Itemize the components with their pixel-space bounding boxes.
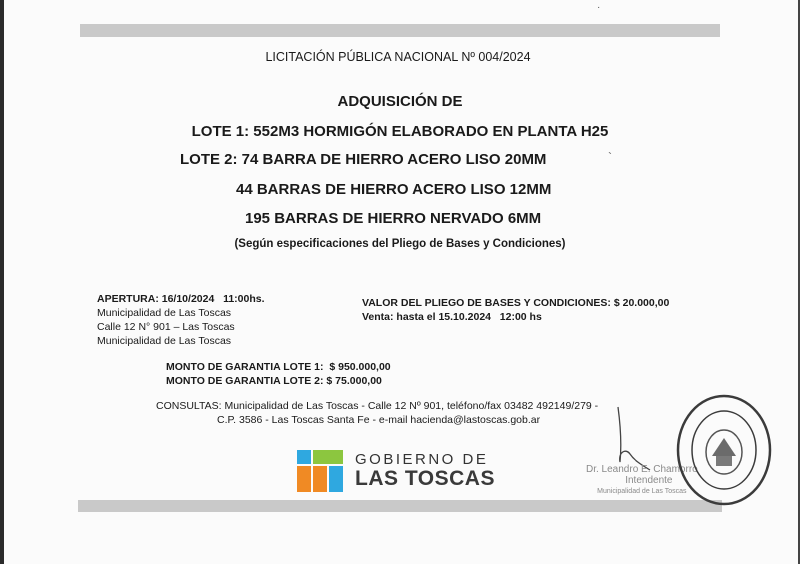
gobierno-logo-icon <box>297 450 343 492</box>
spec-note: (Según especificaciones del Pliego de Bases y Condiciones) <box>234 238 566 250</box>
apertura-line-2: Calle 12 N° 901 – Las Toscas <box>97 321 235 333</box>
apertura-date: APERTURA: 16/10/2024 <box>97 293 215 305</box>
title-line-1: ADQUISICIÓN DE <box>337 93 463 110</box>
logo-text-las-toscas: LAS TOSCAS <box>355 467 495 490</box>
valor-pliego: VALOR DEL PLIEGO DE BASES Y CONDICIONES: $ 20.000,00 <box>362 297 670 309</box>
scan-mark: ` <box>608 150 612 164</box>
apertura-line-1: Municipalidad de Las Toscas <box>97 307 232 319</box>
header-gray-bar <box>80 24 720 37</box>
title-line-5: 195 BARRAS DE HIERRO NERVADO 6MM <box>245 210 542 227</box>
signature-name: Dr. Leandro E. Chamorro <box>586 464 698 475</box>
garantia-lote-2: MONTO DE GARANTIA LOTE 2: $ 75.000,00 <box>166 375 382 387</box>
title-line-2: LOTE 1: 552M3 HORMIGÓN ELABORADO EN PLANTA H25 <box>191 123 609 140</box>
licitacion-number: LICITACIÓN PÚBLICA NACIONAL Nº 004/2024 <box>265 50 531 64</box>
apertura-time: 11:00hs. <box>223 293 265 305</box>
garantia-block <box>166 360 391 388</box>
signature-role: Intendente <box>625 475 673 486</box>
footer-gray-bar <box>78 500 722 512</box>
consultas-line-2: C.P. 3586 - Las Toscas Santa Fe - e-mail hacienda@lastoscas.gob.ar <box>217 414 541 426</box>
title-line-3: LOTE 2: 74 BARRA DE HIERRO ACERO LISO 20MM <box>180 151 547 168</box>
scan-edge-left <box>0 0 4 564</box>
venta-date: Venta: hasta el 15.10.2024 <box>362 311 491 323</box>
valor-block <box>362 296 669 324</box>
apertura-block <box>97 292 265 348</box>
garantia-lote-1-value: $ 950.000,00 <box>329 361 391 373</box>
municipal-seal-icon <box>676 394 772 506</box>
consultas-line-1: CONSULTAS: Municipalidad de Las Toscas - Calle 12 Nº 901, teléfono/fax 03482 492149/279 - <box>156 400 599 412</box>
title-line-4: 44 BARRAS DE HIERRO ACERO LISO 12MM <box>236 181 552 198</box>
scan-speck: · <box>597 2 601 13</box>
venta-time: 12:00 hs <box>499 311 542 323</box>
apertura-line-3: Municipalidad de Las Toscas <box>97 335 232 347</box>
garantia-lote-1-label: MONTO DE GARANTIA LOTE 1: <box>166 361 324 373</box>
signature-org: Municipalidad de Las Toscas <box>597 488 687 495</box>
logo-text-gobierno: GOBIERNO DE <box>355 451 489 468</box>
